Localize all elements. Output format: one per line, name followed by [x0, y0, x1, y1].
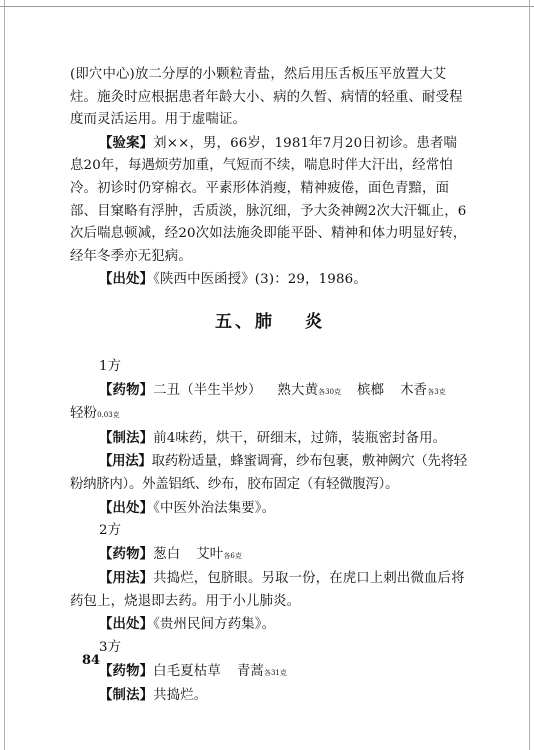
- dose: 各31克: [263, 668, 287, 677]
- ingredient: 葱白: [153, 546, 181, 562]
- book-page: [70, 64, 470, 708]
- ingredient: 白毛夏枯草: [153, 663, 221, 679]
- ingredients-label: 【药物】: [99, 545, 154, 562]
- formula-1-ingredients: [70, 379, 470, 427]
- source-label: 【出处】: [99, 271, 154, 288]
- ingredient: 轻粉: [70, 406, 98, 422]
- ingredients-label: 【药物】: [99, 662, 154, 679]
- source-text: 《贵州民间方药集》。: [153, 617, 276, 633]
- formula-1-source: [70, 497, 470, 521]
- usage-text: 取药粉适量，蜂蜜调膏，纱布包裹，敷神阙穴（先将轻粉纳脐内）。外盖铝纸、纱布，胶布固定（有轻微腹泻）。: [70, 454, 467, 492]
- formula-1-number: 1方: [99, 358, 122, 374]
- ingredient: 熟大黄: [277, 382, 319, 398]
- formula-1-preparation: [70, 427, 470, 451]
- dose: 各30克: [318, 387, 342, 396]
- heading-part-2: 炎: [305, 311, 325, 332]
- source-label: 【出处】: [99, 499, 154, 516]
- usage-label: 【用法】: [99, 453, 152, 470]
- case-label: 【验案】: [99, 134, 154, 151]
- scan-left-border: [0, 0, 5, 750]
- preparation-text: 共捣烂。: [153, 688, 208, 704]
- formula-3-ingredients: [70, 660, 470, 685]
- source-label: 【出处】: [99, 616, 154, 633]
- case-text: 刘××，男，66岁，1981年7月20日初诊。患者喘息20年，每遇烦劳加重，气短而不续，喘息时伴大汗出，经常怕冷。初诊时仍穿棉衣。平素形体消瘦，精神疲倦，面色青黯，面部、目窠略有浮肿，舌质淡，脉沉细，予大灸神阙2次大汗辄止，6次后喘息顿减，经20次如法施灸即能平卧、精神和体力明显好转，经年冬季亦无犯病。: [70, 135, 467, 264]
- preparation-label: 【制法】: [99, 687, 154, 704]
- ingredient: 艾叶: [196, 546, 224, 562]
- paragraph-source-1: [70, 268, 470, 292]
- ingredients-label: 【药物】: [99, 381, 154, 398]
- ingredient: 青蒿: [236, 663, 264, 679]
- dose: 各3克: [427, 387, 446, 396]
- formula-2-source: [70, 613, 470, 637]
- page-number: 84: [82, 653, 101, 668]
- scan-top-border: [0, 0, 534, 7]
- formula-1-usage: [70, 450, 470, 496]
- preparation-label: 【制法】: [99, 429, 154, 446]
- usage-text: 共捣烂，包脐眼。另取一份，在虎口上刺出微血后将药包上，烧退即去药。用于小儿肺炎。: [70, 571, 465, 609]
- source-text: 《陕西中医函授》(3)：29，1986。: [153, 272, 367, 288]
- section-heading: [70, 310, 470, 334]
- formula-3-number: 3方: [99, 640, 122, 656]
- paragraph-case-report: [70, 132, 470, 269]
- ingredient: 槟榔: [357, 382, 385, 398]
- ingredient: 木香: [400, 382, 428, 398]
- usage-label: 【用法】: [99, 570, 154, 587]
- scan-right-border: [529, 0, 534, 750]
- formula-2-usage: [70, 567, 470, 613]
- heading-part-1: 五、肺: [215, 311, 275, 332]
- formula-2-number: 2方: [99, 523, 122, 539]
- dose: 各6克: [223, 551, 242, 560]
- paragraph-continuation: (即穴中心)放二分厚的小颗粒青盐，然后用压舌板压平放置大艾炷。施灸时应根据患者年龄大小、病的久暂、病情的轻重、耐受程度而灵活运用。用于虚喘证。: [70, 67, 463, 128]
- ingredient: 二丑（半生半炒）: [153, 382, 262, 398]
- preparation-text: 前4味药，烘干，研细末，过筛，装瓶密封备用。: [153, 430, 447, 446]
- formula-2-ingredients: [70, 543, 470, 568]
- dose: 0.03克: [97, 411, 120, 420]
- formula-3-preparation: [70, 684, 470, 708]
- source-text: 《中医外治法集要》。: [153, 500, 276, 516]
